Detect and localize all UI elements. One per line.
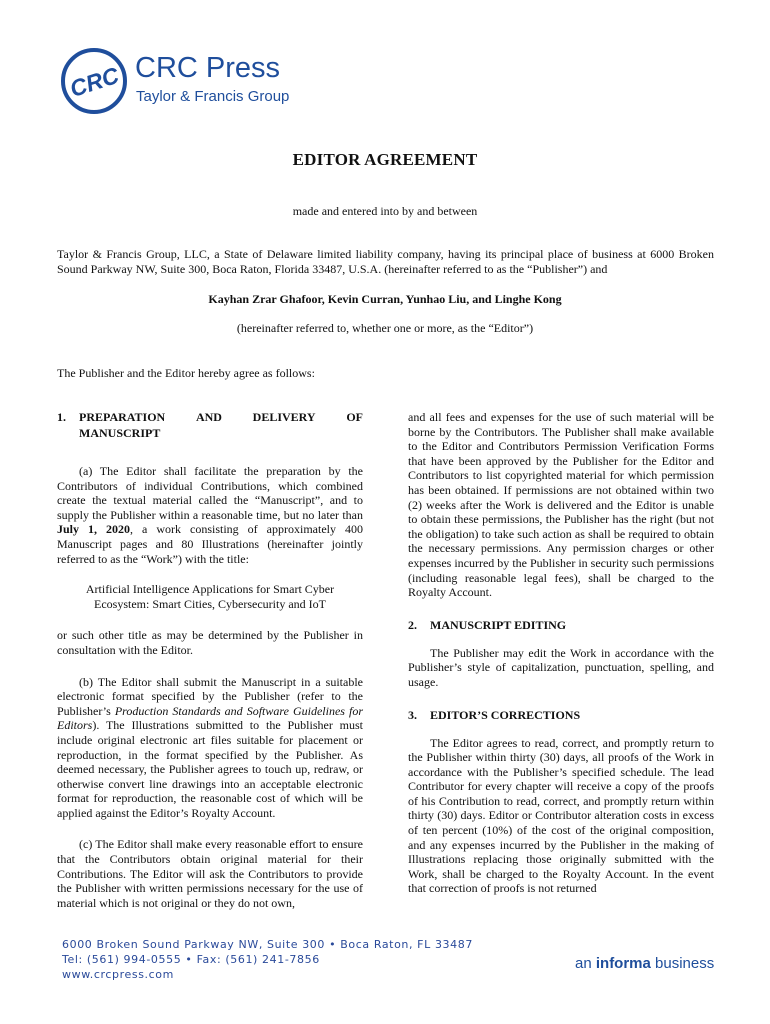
section-2-text: The Publisher may edit the Work in accordance with the Publisher’s style of capitalization, punctuation, spelling, and usage. [408, 645, 714, 689]
crc-logo [60, 46, 290, 120]
brand-name: CRC Press [135, 52, 281, 84]
editor-note: (hereinafter referred to, whether one or more, as the “Editor”) [236, 321, 534, 335]
clause-1b: (b) The Editor shall submit the Manuscript in a suitable electronic format specified by the Publisher (refer to the Publisher’s Production Standards and Software Guidelines for Editors). The Illustrations submitted to the Publisher must include original electronic art files suitable for placement or reproduction, in the format specified by the Publisher. As deemed necessary, the Publisher agrees to touch up, redraw, or otherwise convert line drawings into an acceptable electronic format for reproduction, the reasonable cost of which will be applied against the Editor’s Royalty Account. [57, 674, 363, 820]
section-1-word: PREPARATION [79, 410, 166, 424]
work-title: Artificial Intelligence Applications for Smart Cyber Ecosystem: Smart Cities, Cybersecurity and IoT [85, 582, 335, 611]
section-1-word: MANUSCRIPT [79, 426, 161, 440]
publisher-party-text: Taylor & Francis Group, LLC, a State of Delaware limited liability company, having its principal place of business at 6000 Broken Sound Parkway NW, Suite 300, Boca Raton, Florida 33487, U.S.A. (hereinafter referred to as the “Publisher”) and [57, 247, 714, 276]
footer-contact [62, 937, 473, 982]
section-1-word: DELIVERY [252, 410, 316, 424]
delivery-date: July 1, 2020 [57, 522, 131, 537]
document-subtitle: made and entered into by and between [292, 204, 478, 218]
intro-text: The Publisher and the Editor hereby agree as follows: [57, 366, 315, 380]
section-1-number: 1. [57, 410, 66, 424]
section-2-title: MANUSCRIPT EDITING [430, 617, 567, 632]
other-title-text: or such other title as may be determined by the Publisher in consultation with the Editor. [57, 628, 363, 657]
clause-1a: (a) The Editor shall facilitate the preparation by the Contributors of individual Contributions, which combined create the textual material called the “Manuscript”, and to supply the Publisher within a reasonable time, but no later than July 1, 2020, a work consisting of approximately 400 Manuscript pages and 80 Illustrations (hereinafter jointly referred to as the “Work”) with the title: [57, 464, 363, 566]
left-column [57, 410, 363, 910]
crc-emblem-icon [60, 46, 128, 116]
footer-website[interactable]: www.crcpress.com [62, 968, 174, 981]
informa-business-logo: an informa business [575, 955, 715, 972]
section-1-word: OF [346, 410, 363, 424]
section-1-heading [57, 410, 363, 441]
section-1-word: AND [195, 410, 222, 424]
document-title: EDITOR AGREEMENT [292, 150, 478, 169]
clause-1c-continued: and all fees and expenses for the use of such material will be borne by the Contributors. The Publisher shall make available to the Editor and Contributors Permission Verification Forms that have been approved by the Publisher for the Editor and Contributors to list copyrighted material for which permission has been obtained. If permissions are not obtained within two (2) weeks after the Work is delivered and the Editor is unable to obtain these permissions, the Publisher has the right (but not the obligation) to take such action as shall be required to obtain the necessary permissions. Any permission charges or other expenses incurred by the Publisher in security such permissions (including reasonable legal fees), shall be charged to the Royalty Account. [408, 410, 714, 600]
section-2-heading [408, 618, 714, 633]
section-3-number: 3. [408, 707, 417, 722]
brand-group: Taylor & Francis Group [136, 88, 290, 105]
section-2-number: 2. [408, 617, 417, 632]
section-3-heading [408, 708, 714, 723]
crc-emblem-text: CRC [66, 61, 123, 103]
clause-1c: (c) The Editor shall make every reasonable effort to ensure that the Contributors obtain original material for their Contributions. The Editor will ask the Contributors to provide the Publisher with written permissions necessary for the use of material which is not original or they do not own, [57, 837, 363, 910]
footer-phone: Tel: (561) 994-0555 • Fax: (561) 241-7856 [62, 953, 320, 966]
section-3-title: EDITOR’S CORRECTIONS [430, 707, 581, 722]
right-column [408, 410, 714, 896]
section-3-text: The Editor agrees to read, correct, and promptly return to the Publisher within thirty (30) days, all proofs of the Work in accordance with the Publisher’s specified schedule. The lead Contributor for every chapter will receive a copy of the proofs of his Contribution to read, correct, and promptly return within thirty (30) days. Editor or Contributor alteration costs in excess of ten percent (10%) of the cost of the original composition, and any expenses incurred by the Publisher in the making of Illustrations replacing those originally submitted with the Work, shall be charged to the Royalty Account. In the event that correction of proofs is not returned [408, 735, 714, 896]
editor-names: Kayhan Zrar Ghafoor, Kevin Curran, Yunhao Liu, and Linghe Kong [208, 292, 562, 306]
footer-address: 6000 Broken Sound Parkway NW, Suite 300 • Boca Raton, FL 33487 [62, 938, 473, 951]
